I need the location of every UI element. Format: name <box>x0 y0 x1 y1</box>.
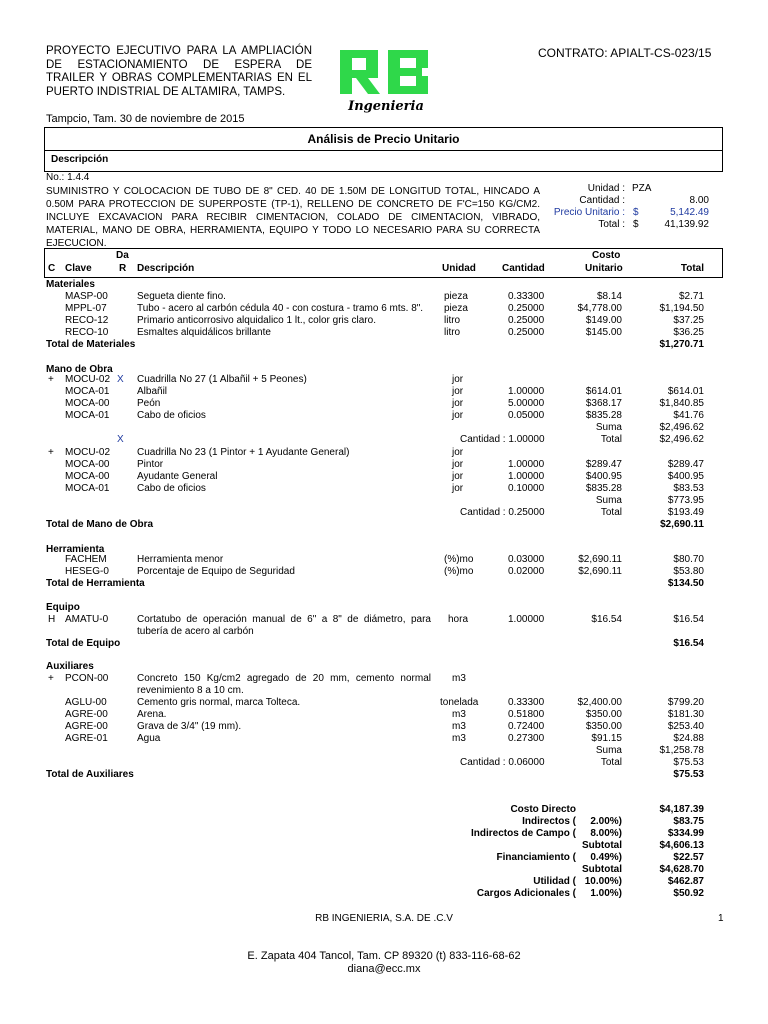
equipo-row-total: $16.54 <box>673 614 704 625</box>
auxiliar-row-clave: AGRE-00 <box>65 721 108 732</box>
footer-email: diana@ecc.mx <box>347 963 421 975</box>
material-row-clave: MASP-00 <box>65 291 108 302</box>
total-herramienta-label: Total de Herramienta <box>46 578 145 589</box>
auxiliar-row-cantidad: 0.51800 <box>508 709 545 720</box>
col-clave: Clave <box>65 263 92 274</box>
col-r: R <box>119 263 127 274</box>
crew-27-suma-label: Suma <box>595 422 622 433</box>
crew-23-row-unidad: jor <box>452 459 464 470</box>
cantidad-label: Cantidad : <box>579 195 625 206</box>
auxiliar-row-total: $799.20 <box>667 697 704 708</box>
herramienta-row-clave: FACHEM <box>65 554 107 565</box>
section-mano-de-obra: Mano de Obra <box>46 364 113 375</box>
equipo-row-c: H <box>48 614 56 625</box>
precio-unitario-label: Precio Unitario : <box>553 207 625 218</box>
equipo-row-unidad: hora <box>448 614 469 625</box>
auxiliar-row-cantidad: 0.33300 <box>508 697 545 708</box>
material-row-clave: RECO-10 <box>65 327 109 338</box>
summary-value: $22.57 <box>673 852 704 863</box>
material-row-clave: MPPL-07 <box>65 303 107 314</box>
crew-27-row-description: Albañil <box>137 386 168 397</box>
crew-23-row-cantidad: 1.00000 <box>508 471 545 482</box>
equipo-row-cantidad: 1.00000 <box>508 614 545 625</box>
description-label: Descripción <box>44 150 723 172</box>
crew-23-unidad: jor <box>452 447 464 458</box>
summary-pct: 8.00%) <box>590 828 622 839</box>
material-row-cantidad: 0.25000 <box>508 327 545 338</box>
auxiliar-row-unidad: m3 <box>452 709 466 720</box>
auxiliar-row-costo: $2,400.00 <box>577 697 622 708</box>
section-equipo: Equipo <box>46 602 80 613</box>
crew-27-total-label: Total <box>600 434 622 445</box>
crew-23-row-description: Pintor <box>137 459 164 470</box>
crew-23-row-total: $83.53 <box>673 483 704 494</box>
summary-value: $462.87 <box>667 876 704 887</box>
material-row-costo: $4,778.00 <box>577 303 622 314</box>
auxiliar-row-cantidad: 0.72400 <box>508 721 545 732</box>
col-unidad: Unidad <box>442 263 476 274</box>
auxiliar-row-total: $24.88 <box>673 733 704 744</box>
crew-27-total: $2,496.62 <box>659 434 704 445</box>
summary-value: $4,606.13 <box>659 840 704 851</box>
summary-label: Costo Directo <box>510 804 576 815</box>
auxiliar-row-description: Agua <box>137 733 161 744</box>
project-title: PROYECTO EJECUTIVO PARA LA AMPLIACIÓN DE ESTACIONAMIENTO DE ESPERA DE TRAILER Y OBRAS COMPLEMENTARIAS EN EL PUERTO INDISTRIAL DE ALTAMIRA, TAMPS. <box>46 45 312 98</box>
total-auxiliares-value: $75.53 <box>673 769 704 780</box>
crew-27-row-clave: MOCA-01 <box>65 410 110 421</box>
summary-value: $334.99 <box>667 828 704 839</box>
item-number: No.: 1.4.4 <box>46 172 90 183</box>
crew-23-clave: MOCU-02 <box>65 447 111 458</box>
summary-pct: 10.00%) <box>584 876 622 887</box>
material-row-description: Tubo - acero al carbón cédula 40 - con costura - tramo 6 mts. 8". <box>137 303 424 314</box>
summary-pct: 0.49%) <box>590 852 622 863</box>
crew-23-total-label: Total <box>600 507 622 518</box>
crew-23-row-costo: $400.95 <box>585 471 622 482</box>
crew-27-row-total: $41.76 <box>673 410 704 421</box>
crew-23-description: Cuadrilla No 23 (1 Pintor + 1 Ayudante General) <box>137 447 350 458</box>
crew-27-description: Cuadrilla No 27 (1 Albañil + 5 Peones) <box>137 374 307 385</box>
auxiliar-row-total: $253.40 <box>667 721 704 732</box>
crew-27-row-costo: $614.01 <box>585 386 622 397</box>
col-descripcion: Descripción <box>137 263 195 274</box>
crew-23-row-cantidad: 0.10000 <box>508 483 545 494</box>
auxiliar-row-cantidad: 0.27300 <box>508 733 545 744</box>
col-total: Total <box>680 263 704 274</box>
herramienta-row-total: $53.80 <box>673 566 704 577</box>
crew-27-row-costo: $368.17 <box>585 398 622 409</box>
col-unitario: Unitario <box>585 263 623 274</box>
crew-23-row-clave: MOCA-00 <box>65 471 110 482</box>
auxiliar-row-clave: AGRE-00 <box>65 709 108 720</box>
auxiliar-row-clave: AGLU-00 <box>65 697 107 708</box>
summary-pct: Subtotal <box>582 840 622 851</box>
herramienta-row-unidad: (%)mo <box>444 554 474 565</box>
total-currency: $ <box>633 219 639 230</box>
herramienta-row-total: $80.70 <box>673 554 704 565</box>
total-equipo-value: $16.54 <box>673 638 704 649</box>
auxiliar-description: Concreto 150 Kg/cm2 agregado de 20 mm, cemento normal revenimiento 8 a 10 cm. <box>137 673 431 696</box>
material-row-description: Esmaltes alquidálicos brillante <box>137 327 271 338</box>
contract-number: CONTRATO: APIALT-CS-023/15 <box>538 46 712 60</box>
crew-23-plus: + <box>48 447 54 458</box>
crew-27-clave: MOCU-02 <box>65 374 111 385</box>
material-row-description: Primario anticorrosivo alquidalico 1 lt., color gris claro. <box>137 315 376 326</box>
auxiliar-row-description: Grava de 3/4" (19 mm). <box>137 721 242 732</box>
auxiliar-row-costo: $350.00 <box>585 721 622 732</box>
total-value: 41,139.92 <box>664 219 709 230</box>
auxiliar-row-unidad: m3 <box>452 721 466 732</box>
summary-label: Cargos Adicionales ( <box>476 888 576 899</box>
summary-value: $4,187.39 <box>659 804 704 815</box>
crew-23-row-unidad: jor <box>452 471 464 482</box>
equipo-row-costo: $16.54 <box>591 614 622 625</box>
crew-23-suma: $773.95 <box>667 495 704 506</box>
herramienta-row-clave: HESEG-0 <box>65 566 109 577</box>
crew-27-row-total: $1,840.85 <box>659 398 704 409</box>
auxiliar-plus: + <box>48 673 54 684</box>
crew-23-row-description: Ayudante General <box>137 471 218 482</box>
crew-27-row-costo: $835.28 <box>585 410 622 421</box>
crew-27-x-marker: X <box>117 374 124 385</box>
total-mano-de-obra-value: $2,690.11 <box>660 519 704 530</box>
crew-27-row-unidad: jor <box>452 410 464 421</box>
crew-27-row-unidad: jor <box>452 398 464 409</box>
material-row-description: Segueta diente fino. <box>137 291 226 302</box>
total-equipo-label: Total de Equipo <box>46 638 121 649</box>
crew-23-row-total: $400.95 <box>667 471 704 482</box>
auxiliar-total: $75.53 <box>673 757 704 768</box>
precio-unitario-value: 5,142.49 <box>670 207 709 218</box>
footer-company: RB INGENIERIA, S.A. DE .C.V <box>315 913 453 924</box>
auxiliar-row-costo: $350.00 <box>585 709 622 720</box>
material-row-cantidad: 0.33300 <box>508 291 545 302</box>
summary-pct: 2.00%) <box>590 816 622 827</box>
auxiliar-cantidad: Cantidad : 0.06000 <box>460 757 545 768</box>
crew-23-row-costo: $835.28 <box>585 483 622 494</box>
herramienta-row-description: Herramienta menor <box>137 554 224 565</box>
summary-label: Financiamiento ( <box>496 852 576 863</box>
crew-27-plus: + <box>48 374 54 385</box>
crew-27-unidad: jor <box>452 374 464 385</box>
logo-subtitle: Ingenieria <box>348 99 424 114</box>
footer-address: E. Zapata 404 Tancol, Tam. CP 89320 (t) 833-116-68-62 <box>247 950 521 962</box>
cantidad-value: 8.00 <box>689 195 709 206</box>
summary-value: $4,628.70 <box>659 864 704 875</box>
pu-currency: $ <box>633 207 639 218</box>
auxiliar-row-costo: $91.15 <box>591 733 622 744</box>
material-row-costo: $8.14 <box>596 291 622 302</box>
auxiliar-row-clave: AGRE-01 <box>65 733 108 744</box>
total-label: Total : <box>598 219 625 230</box>
crew-27-row-clave: MOCA-01 <box>65 386 110 397</box>
col-da: Da <box>116 250 129 261</box>
crew-23-row-cantidad: 1.00000 <box>508 459 545 470</box>
material-row-unidad: litro <box>444 327 461 338</box>
summary-label: Indirectos de Campo ( <box>470 828 576 839</box>
material-row-total: $37.25 <box>673 315 704 326</box>
section-auxiliares: Auxiliares <box>46 661 94 672</box>
auxiliar-row-unidad: tonelada <box>440 697 479 708</box>
herramienta-row-costo: $2,690.11 <box>578 566 622 577</box>
auxiliar-row-description: Arena. <box>137 709 167 720</box>
material-row-total: $2.71 <box>678 291 704 302</box>
summary-value: $50.92 <box>673 888 704 899</box>
crew-23-suma-label: Suma <box>595 495 622 506</box>
auxiliar-clave: PCON-00 <box>65 673 109 684</box>
crew-27-row-description: Peón <box>137 398 161 409</box>
summary-pct: Subtotal <box>582 864 622 875</box>
herramienta-row-cantidad: 0.03000 <box>508 554 545 565</box>
page-number: 1 <box>718 913 724 924</box>
crew-27-row-unidad: jor <box>452 386 464 397</box>
material-row-unidad: pieza <box>444 303 468 314</box>
summary-label: Indirectos ( <box>522 816 576 827</box>
crew-23-row-clave: MOCA-00 <box>65 459 110 470</box>
material-row-clave: RECO-12 <box>65 315 109 326</box>
section-materiales: Materiales <box>46 279 95 290</box>
summary-label: Utilidad ( <box>533 876 576 887</box>
crew-27-row-cantidad: 0.05000 <box>508 410 545 421</box>
auxiliar-row-unidad: m3 <box>452 733 466 744</box>
crew-23-cantidad: Cantidad : 0.25000 <box>460 507 545 518</box>
material-row-total: $1,194.50 <box>659 303 704 314</box>
unidad-value: PZA <box>632 183 652 194</box>
total-auxiliares-label: Total de Auxiliares <box>46 769 134 780</box>
material-row-total: $36.25 <box>673 327 704 338</box>
crew-23-row-costo: $289.47 <box>585 459 622 470</box>
herramienta-row-unidad: (%)mo <box>444 566 474 577</box>
crew-27-x-marker-2: X <box>117 434 124 445</box>
auxiliar-row-description: Cemento gris normal, marca Tolteca. <box>137 697 301 708</box>
item-description: SUMINISTRO Y COLOCACION DE TUBO DE 8" CED. 40 DE 1.50M DE LONGITUD TOTAL, HINCADO A 0.50M PARA PROTECCION DE SUPERPOSTE (TP-1), RELLENO DE CONCRETO DE F'C=150 KG/CM2. INCLUYE EXCAVACION PARA RECIBIR CIMENTACION, COLADO DE CIMENTACION, VIBRADO, MATERIAL, MANO DE OBRA, HERRAMIENTA, EQUIPO Y TODO LO NECESARIO PARA SU CORRECTA EJECUCION. <box>46 186 540 249</box>
section-herramienta: Herramienta <box>46 544 105 555</box>
auxiliar-suma: $1,258.78 <box>659 745 704 756</box>
crew-27-row-clave: MOCA-00 <box>65 398 110 409</box>
crew-27-row-description: Cabo de oficios <box>137 410 206 421</box>
herramienta-row-cantidad: 0.02000 <box>508 566 545 577</box>
page-title: Análisis de Precio Unitario <box>44 127 723 151</box>
col-c: C <box>48 263 56 274</box>
total-herramienta-value: $134.50 <box>667 578 704 589</box>
crew-23-total: $193.49 <box>667 507 704 518</box>
total-materiales-label: Total de Materiales <box>46 339 136 350</box>
material-row-unidad: pieza <box>444 291 468 302</box>
material-row-costo: $149.00 <box>585 315 622 326</box>
col-cantidad: Cantidad <box>502 263 545 274</box>
material-row-costo: $145.00 <box>585 327 622 338</box>
crew-27-row-total: $614.01 <box>667 386 704 397</box>
crew-27-row-cantidad: 5.00000 <box>508 398 545 409</box>
total-materiales-value: $1,270.71 <box>659 339 704 350</box>
document-date: Tampcio, Tam. 30 de noviembre de 2015 <box>46 113 245 125</box>
auxiliar-unidad: m3 <box>452 673 466 684</box>
equipo-row-clave: AMATU-0 <box>65 614 109 625</box>
material-row-cantidad: 0.25000 <box>508 303 545 314</box>
crew-27-suma: $2,496.62 <box>659 422 704 433</box>
crew-23-row-clave: MOCA-01 <box>65 483 110 494</box>
herramienta-row-costo: $2,690.11 <box>578 554 622 565</box>
crew-23-row-total: $289.47 <box>667 459 704 470</box>
material-row-cantidad: 0.25000 <box>508 315 545 326</box>
summary-pct: 1.00%) <box>590 888 622 899</box>
crew-23-row-description: Cabo de oficios <box>137 483 206 494</box>
col-costo: Costo <box>592 250 621 261</box>
auxiliar-total-label: Total <box>600 757 622 768</box>
auxiliar-suma-label: Suma <box>595 745 622 756</box>
material-row-unidad: litro <box>444 315 461 326</box>
company-logo <box>338 48 434 114</box>
unidad-label: Unidad : <box>587 183 625 194</box>
auxiliar-row-total: $181.30 <box>667 709 704 720</box>
crew-27-row-cantidad: 1.00000 <box>508 386 545 397</box>
total-mano-de-obra-label: Total de Mano de Obra <box>46 519 154 530</box>
crew-27-cantidad: Cantidad : 1.00000 <box>460 434 545 445</box>
equipo-row-description: Cortatubo de operación manual de 6" a 8" de diámetro, para tubería de acero al carbón <box>137 614 431 637</box>
crew-23-row-unidad: jor <box>452 483 464 494</box>
herramienta-row-description: Porcentaje de Equipo de Seguridad <box>137 566 295 577</box>
summary-value: $83.75 <box>673 816 704 827</box>
